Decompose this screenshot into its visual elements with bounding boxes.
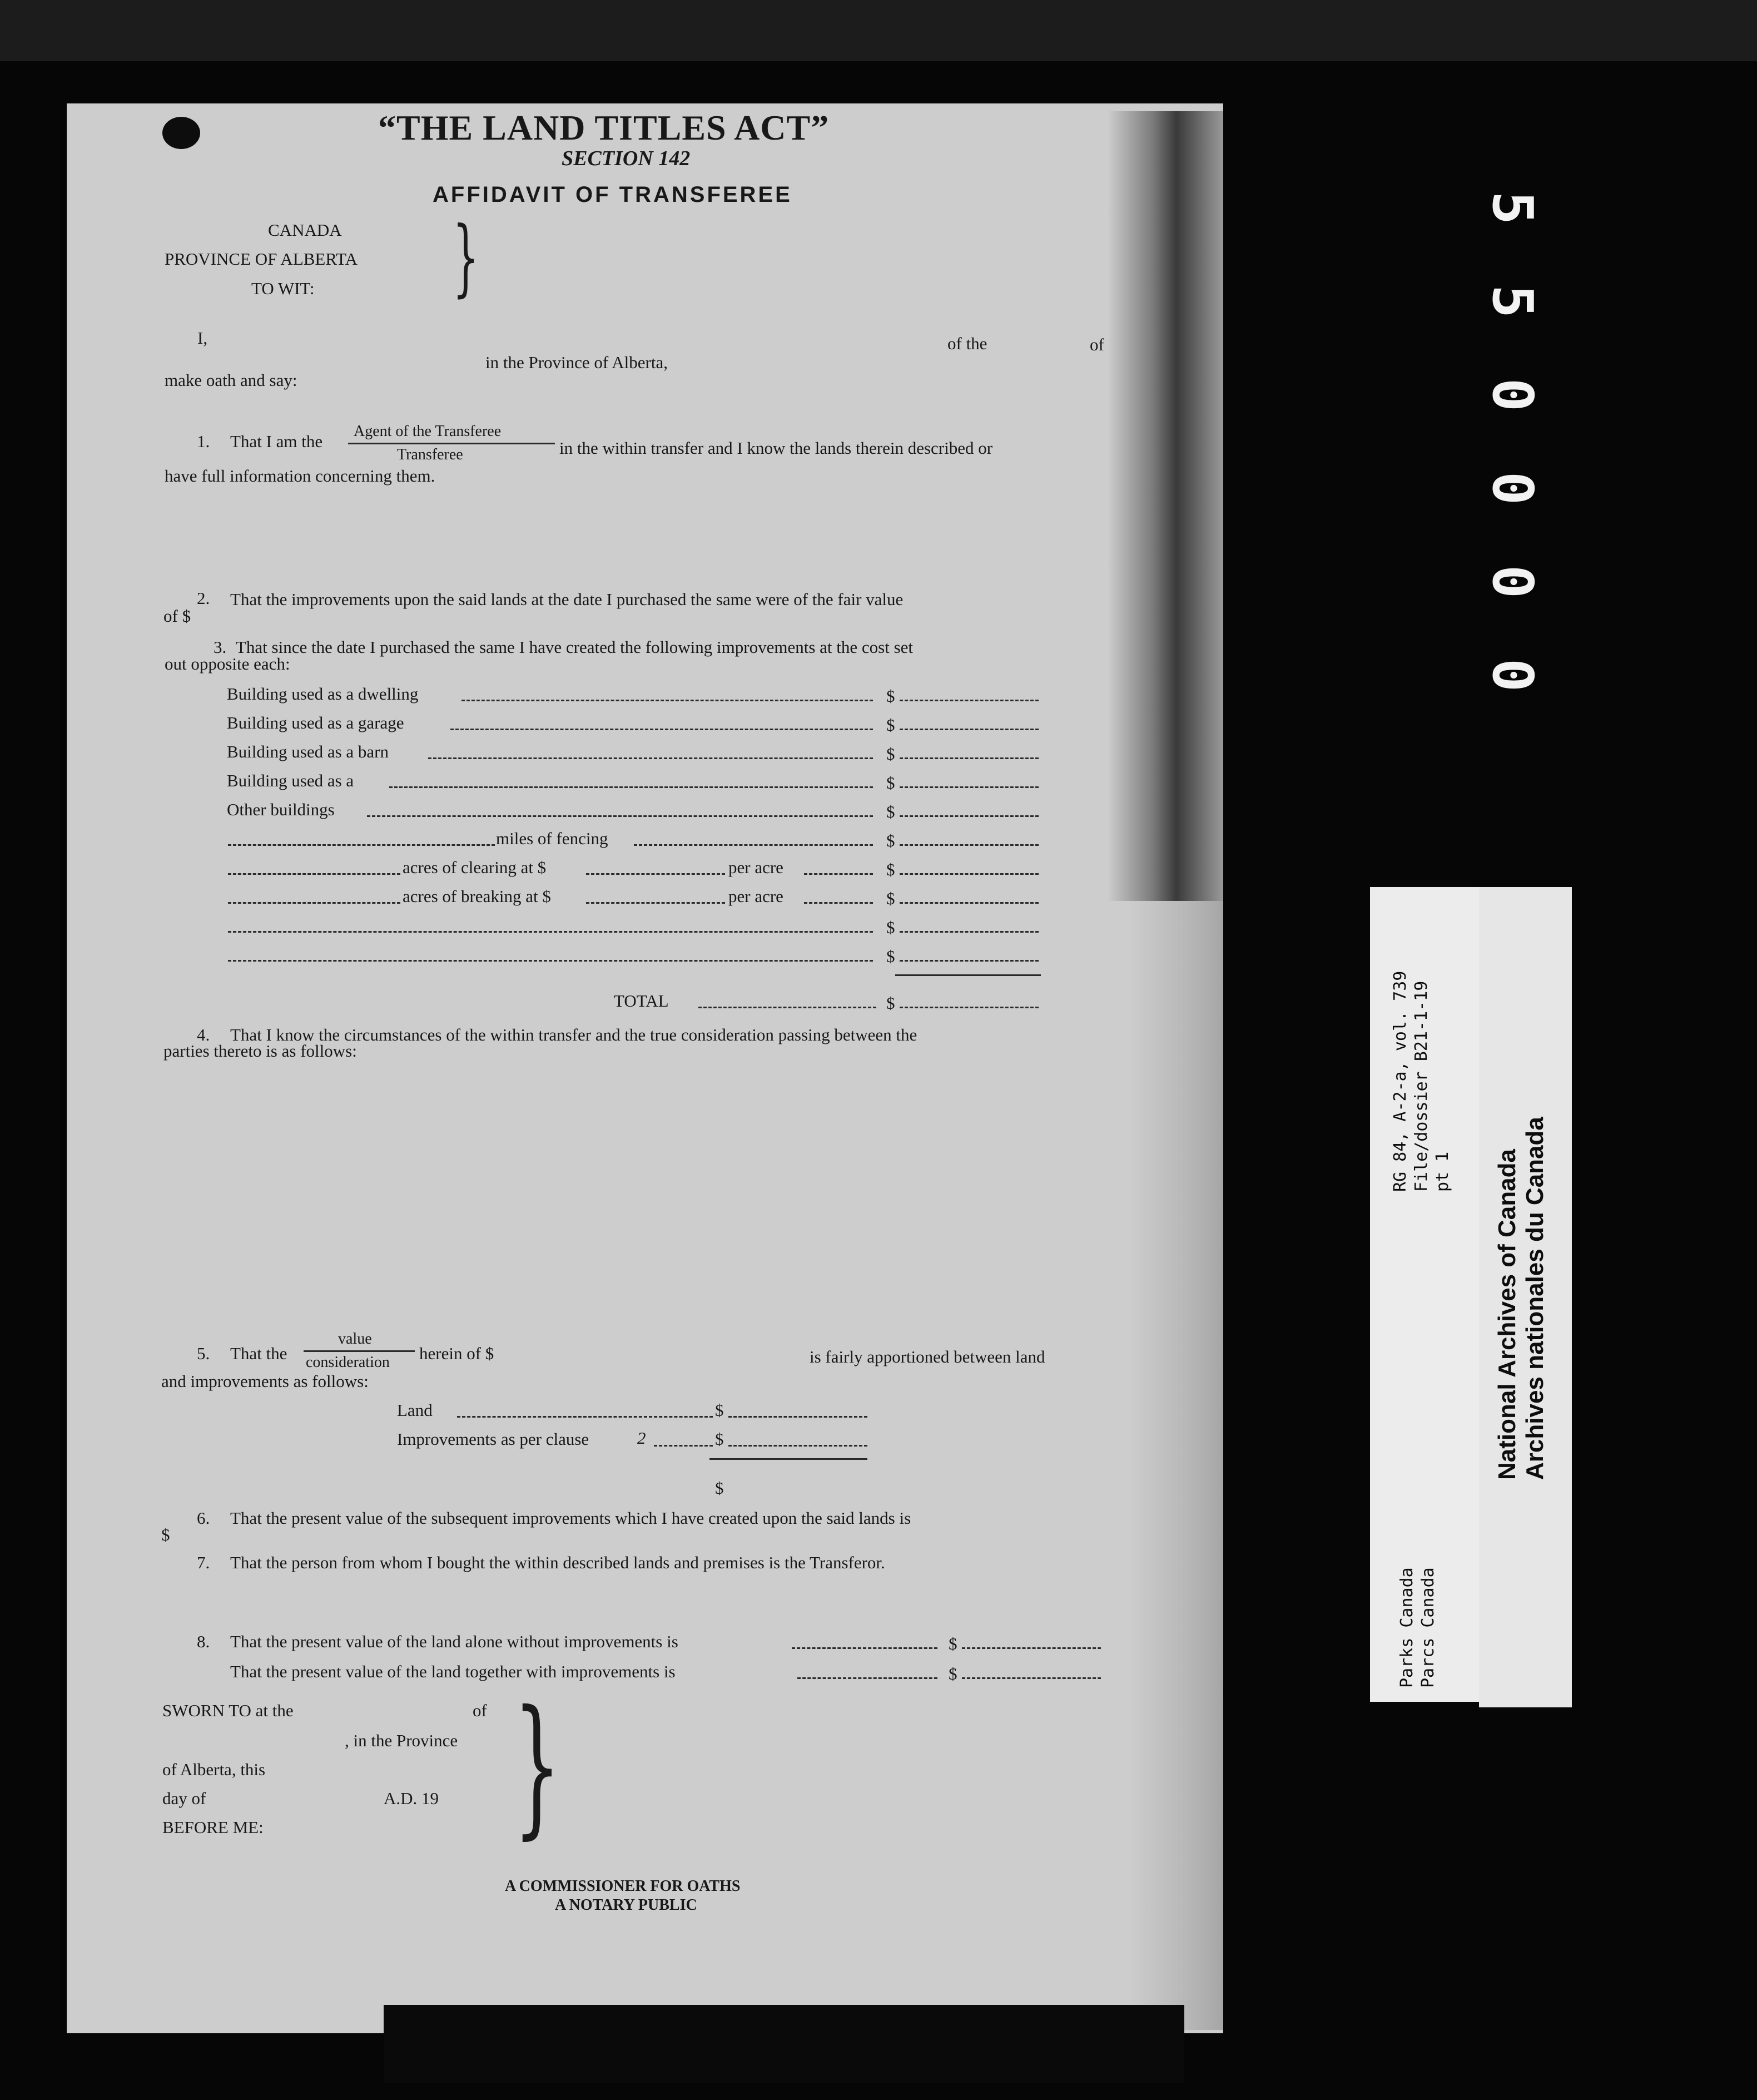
leader-line [228, 844, 495, 846]
leader-line [698, 1007, 876, 1008]
clause-1-option-transferee: Transferee [397, 446, 463, 463]
jurat-year: A.D. 19 [384, 1789, 439, 1808]
leader-line [654, 1445, 713, 1447]
document-title: “THE LAND TITLES ACT” [378, 108, 830, 147]
section-number: SECTION 142 [562, 147, 691, 170]
jurat-province: , in the Province [345, 1731, 458, 1750]
cost-dollar-sign: $ [886, 831, 895, 850]
clause-8-dollar: $ [949, 1634, 957, 1653]
apportion-improvements: Improvements as per clause [397, 1429, 589, 1449]
clause-6-dollar: $ [161, 1525, 170, 1544]
clause-2-text: That the improvements upon the said lands at the date I purchased the same were of the fair value [230, 590, 904, 609]
cost-dollar-sign: $ [886, 686, 895, 706]
clause-5-number: 5. [197, 1344, 210, 1363]
clearing-per-acre: per acre [728, 858, 783, 877]
clause-1-fraction-line [348, 443, 555, 444]
leader-line [389, 786, 873, 788]
leader-line [367, 815, 873, 817]
venue-canada: CANADA [268, 220, 342, 240]
clause-5-option-value: value [338, 1330, 372, 1348]
cost-dollar-sign: $ [886, 918, 895, 937]
frame-digit: 0 [1480, 564, 1545, 599]
apportion-improvements-dollar: $ [715, 1429, 724, 1449]
venue-brace: } [452, 209, 479, 306]
clause-5-text-cont: is fairly apportioned between land [810, 1347, 1045, 1366]
clause-5-option-consideration: consideration [306, 1354, 390, 1371]
archive-ref-part: pt 1 [1433, 1151, 1452, 1192]
leader-line [797, 1677, 937, 1679]
total-dollar-sign: $ [886, 993, 895, 1013]
clause-1-option-agent: Agent of the Transferee [354, 423, 502, 440]
cost-line [900, 931, 1039, 933]
cost-line [900, 757, 1039, 759]
jurat-day: day of [162, 1789, 206, 1808]
affidavit-sheet [67, 103, 1223, 2033]
archive-org-fr: Parcs Canada [1418, 1567, 1438, 1688]
sheet-edge-shadow [1129, 901, 1223, 2030]
holder-clip [384, 2005, 1184, 2083]
clause-8-number: 8. [197, 1632, 210, 1651]
clause-1-number: 1. [197, 432, 210, 451]
apportion-total-rule [709, 1458, 867, 1460]
cost-line [900, 1007, 1039, 1008]
improvement-clearing: acres of clearing at $ [403, 858, 547, 877]
national-archives-en: National Archives of Canada [1493, 1149, 1521, 1480]
archive-reference-block [1390, 971, 1453, 1192]
improvement-garage: Building used as a garage [227, 713, 404, 732]
cost-dollar-sign: $ [886, 947, 895, 966]
apportion-land-dollar: $ [715, 1400, 724, 1420]
frame-digit: 5 [1480, 284, 1545, 319]
apportion-land: Land [397, 1400, 433, 1420]
frame-number [1468, 161, 1557, 722]
national-archives-label [1479, 887, 1572, 1707]
cost-dollar-sign: $ [886, 802, 895, 821]
national-archives-fr: Archives nationales du Canada [1521, 1117, 1548, 1480]
jurat-alberta: of Alberta, this [162, 1760, 266, 1779]
cost-line [900, 960, 1039, 962]
clause-2-value-label: of $ [163, 606, 191, 626]
cost-line [900, 729, 1039, 730]
clause-4-text-end: parties thereto is as follows: [163, 1041, 357, 1061]
cost-line [900, 700, 1039, 701]
film-border-top [0, 0, 1757, 61]
frame-digit: 0 [1480, 378, 1545, 412]
leader-line [586, 902, 725, 904]
clause-7-text: That the person from whom I bought the within described lands and premises is the Transferor. [230, 1553, 885, 1572]
leader-line [228, 931, 873, 933]
cost-dollar-sign: $ [886, 744, 895, 764]
jurat-of: of [473, 1701, 487, 1720]
cost-line [900, 873, 1039, 875]
jurat-sworn: SWORN TO at the [162, 1701, 294, 1720]
clause-7-number: 7. [197, 1553, 210, 1572]
clause-5-text: That the [230, 1344, 287, 1363]
archive-reference-label [1370, 887, 1481, 1702]
cost-line [900, 844, 1039, 846]
clause-5-text-end: and improvements as follows: [161, 1371, 369, 1391]
breaking-per-acre: per acre [728, 886, 783, 906]
notary-public: A NOTARY PUBLIC [555, 1896, 697, 1914]
document-subtitle: AFFIDAVIT OF TRANSFEREE [433, 182, 792, 207]
intro-oath: make oath and say: [165, 370, 297, 390]
total-rule [895, 974, 1041, 976]
clause-6-text: That the present value of the subsequent improvements which I have created upon the said lands is [230, 1508, 911, 1528]
cost-line [962, 1647, 1101, 1649]
apportion-clause-ref: 2 [637, 1428, 646, 1448]
leader-line [792, 1647, 937, 1649]
intro-i: I, [197, 328, 208, 348]
leader-line [428, 757, 873, 759]
leader-line [228, 873, 400, 875]
clause-1-text: That I am the [230, 432, 323, 451]
leader-line [634, 844, 873, 846]
clause-6-number: 6. [197, 1508, 210, 1528]
national-archives-block [1493, 1117, 1549, 1480]
clause-1-text-cont: in the within transfer and I know the lands therein described or [559, 438, 993, 458]
jurat-brace: } [513, 1678, 561, 1853]
improvement-fencing: miles of fencing [496, 829, 608, 848]
clause-3-text-end: out opposite each: [165, 654, 290, 673]
leader-line [461, 700, 873, 701]
leader-line [228, 902, 400, 904]
archive-ref-file: File/dossier B21-1-19 [1412, 980, 1431, 1192]
clause-4-text: That I know the circumstances of the within transfer and the true consideration passing between the [230, 1025, 917, 1044]
clause-3-text: That since the date I purchased the same I have created the following improvements at the cost set [236, 637, 914, 657]
frame-digit: 0 [1480, 471, 1545, 506]
clause-8-land-with-improvements: That the present value of the land together with improvements is [230, 1662, 676, 1681]
cost-dollar-sign: $ [886, 889, 895, 908]
frame-digit: 5 [1480, 191, 1545, 225]
improvement-other-buildings: Other buildings [227, 800, 335, 819]
improvement-barn: Building used as a barn [227, 742, 389, 761]
clause-8-land-alone: That the present value of the land alone without improvements is [230, 1632, 678, 1651]
cost-line [728, 1445, 867, 1447]
clause-2-number: 2. [197, 588, 210, 608]
clause-3-number: 3. [214, 637, 227, 657]
punch-hole [162, 117, 200, 149]
leader-line [450, 729, 873, 730]
venue-to-wit: TO WIT: [251, 279, 315, 298]
cost-line [900, 815, 1039, 817]
improvement-breaking: acres of breaking at $ [403, 886, 551, 906]
intro-province: in the Province of Alberta, [485, 353, 668, 372]
jurat-before-me: BEFORE ME: [162, 1817, 264, 1837]
clause-5-amount-label: herein of $ [419, 1344, 494, 1363]
archive-org-block [1397, 1567, 1439, 1688]
cost-line [728, 1416, 867, 1418]
cost-line [900, 902, 1039, 904]
cost-line [962, 1677, 1101, 1679]
leader-line [457, 1416, 713, 1418]
improvement-dwelling: Building used as a dwelling [227, 684, 419, 704]
frame-digit: 0 [1480, 658, 1545, 692]
leader-line [804, 902, 873, 904]
improvement-other-use: Building used as a [227, 771, 354, 790]
clause-4-number: 4. [197, 1025, 210, 1044]
leader-line [228, 960, 873, 962]
sheet-fold-shadow [1106, 111, 1223, 901]
apportion-total-dollar: $ [715, 1478, 724, 1498]
venue-province: PROVINCE OF ALBERTA [165, 249, 358, 269]
cost-dollar-sign: $ [886, 715, 895, 735]
clause-1-text-end: have full information concerning them. [165, 466, 435, 486]
leader-line [586, 873, 725, 875]
archive-org-en: Parks Canada [1397, 1567, 1417, 1688]
clause-8-dollar: $ [949, 1664, 957, 1683]
intro-of: of [1090, 335, 1104, 354]
archive-ref-volume: RG 84, A-2-a, vol. 739 [1391, 970, 1410, 1192]
total-label: TOTAL [614, 991, 669, 1011]
intro-of-the: of the [947, 334, 987, 353]
commissioner-for-oaths: A COMMISSIONER FOR OATHS [505, 1878, 741, 1895]
cost-line [900, 786, 1039, 788]
clause-5-fraction-line [304, 1350, 415, 1352]
cost-dollar-sign: $ [886, 860, 895, 879]
leader-line [804, 873, 873, 875]
cost-dollar-sign: $ [886, 773, 895, 793]
